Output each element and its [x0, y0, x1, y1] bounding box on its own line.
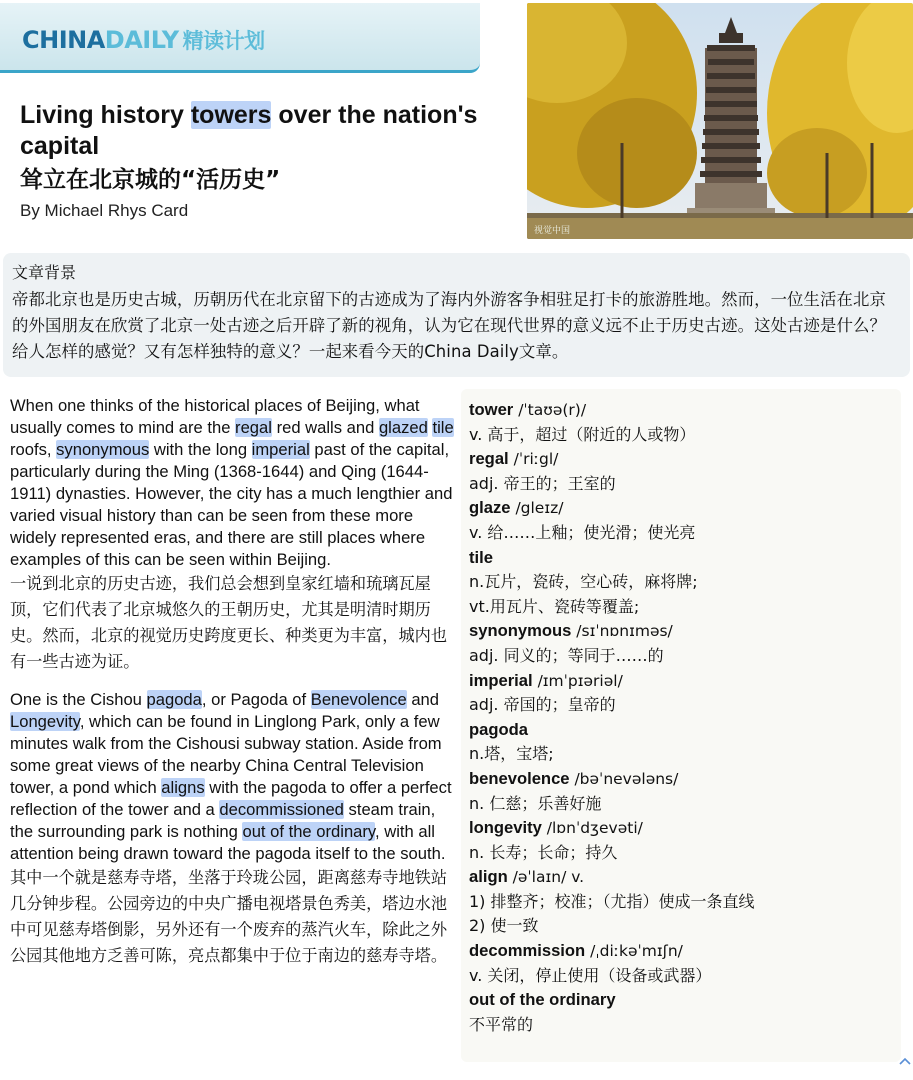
vocabulary-panel [461, 389, 901, 1062]
vocab-phonetic: /ˈriːgl/ [508, 450, 559, 469]
vocab-word [469, 767, 901, 792]
paragraph-spacer [10, 675, 462, 689]
vocab-phonetic: /ˌdiːkəˈmɪʃn/ [585, 942, 683, 961]
vocab-phonetic: /ˈtaʊə(r)/ [513, 401, 587, 419]
highlighted-word[interactable]: aligns [161, 778, 205, 797]
hero-image [527, 3, 913, 239]
vocab-headword: regal [469, 449, 509, 469]
vocab-definition: adj. 同义的；等同于……的 [469, 645, 664, 665]
vocab-definition: 不平常的 [469, 1014, 534, 1034]
highlighted-word[interactable]: Benevolence [310, 690, 407, 709]
vocab-phonetic: /ɪmˈpɪəriəl/ [532, 671, 623, 690]
vocab-headword: longevity [469, 818, 542, 838]
pagoda-photo [527, 3, 913, 239]
highlighted-word[interactable]: imperial [251, 440, 310, 459]
vocab-definition: adj. 帝王的；王室的 [469, 473, 616, 493]
text-run: with the pagoda to offer a perfect reflection of the tower and a [10, 778, 452, 819]
text-run: , with all attention being drawn toward the pagoda itself to the south. [10, 822, 446, 863]
paragraph-2-english [10, 689, 462, 865]
text-run: One is the Cishou [10, 690, 147, 709]
vocab-word [469, 398, 901, 423]
highlighted-word[interactable]: towers [190, 101, 272, 129]
brand-banner [0, 3, 480, 73]
highlighted-word[interactable]: Longevity [10, 712, 80, 731]
title-chinese: 耸立在北京城的“活历史” [20, 167, 281, 193]
photo-credit: 视觉中国 [534, 226, 571, 236]
vocab-definition: n.瓦片，瓷砖，空心砖，麻将牌; [469, 572, 698, 592]
paragraph-1-english [10, 395, 462, 571]
text-run: , which can be found in Linglong Park, only a few minutes walk from the Cishousi subway station. Aside from some great views of the nearby China Central Television tower, a pond which [10, 712, 442, 797]
vocab-headword: pagoda [469, 719, 529, 739]
vocab-phonetic: /bəˈnevələns/ [569, 769, 679, 788]
vocab-definition: n.塔，宝塔; [469, 744, 554, 764]
background-text: 帝都北京也是历史古城，历朝历代在北京留下的古迹成为了海内外游客争相驻足打卡的旅游胜地。然而，一位生活在北京的外国朋友在欣赏了北京一处古迹之后开辟了新的视角，认为它在现代世界的意义远不止于历史古迹。这处古迹是什么？给人怎样的感觉？又有怎样独特的意义？一起来看今天的China Daily文章。 [12, 290, 886, 361]
vocab-definition: n. 仁慈；乐善好施 [469, 793, 602, 813]
text-run: steam train, the surrounding park is nothing [10, 800, 436, 841]
vocab-word [469, 988, 901, 1013]
vocab-definition: vt.用瓦片、瓷砖等覆盖; [469, 596, 640, 616]
vocab-headword: benevolence [469, 768, 570, 788]
background-box [3, 253, 910, 377]
vocab-definition: adj. 帝国的；皇帝的 [469, 695, 616, 715]
byline: By Michael Rhys Card [20, 201, 189, 220]
vocab-headword: decommission [469, 941, 586, 961]
vocab-phonetic: /gleɪz/ [510, 499, 564, 518]
vocab-phonetic: /lɒnˈdʒevəti/ [541, 819, 643, 838]
vocab-headword: imperial [469, 670, 533, 690]
vocab-headword: glaze [469, 498, 511, 518]
highlighted-word[interactable]: regal [235, 418, 272, 437]
highlighted-word[interactable]: decommissioned [219, 800, 344, 819]
vocab-headword: tower [469, 400, 514, 419]
vocab-phonetic: /sɪˈnɒnɪməs/ [571, 622, 673, 641]
vocab-headword: out of the ordinary [469, 990, 616, 1010]
vocab-definition: v. 关闭，停止使用（设备或武器） [469, 965, 712, 985]
text-run: red walls and [271, 418, 379, 437]
vocab-phonetic: /əˈlaɪn/ v. [507, 868, 585, 887]
vocab-word [469, 619, 901, 644]
vocab-word [469, 865, 901, 890]
vocab-word [469, 718, 901, 743]
article-body [10, 395, 462, 969]
highlighted-word[interactable]: glazed [378, 418, 428, 437]
vocab-word [469, 546, 901, 571]
article-header [20, 100, 520, 221]
paragraph-2-chinese: 其中一个就是慈寿寺塔，坐落于玲珑公园，距离慈寿寺地铁站几分钟步程。公园旁边的中央广播电视塔景色秀美，塔边水池中可见慈寿塔倒影，另外还有一个废弃的蒸汽火车，除此之外公园其他地方乏善可陈，亮点都集中于位于南边的慈寿寺塔。 [10, 868, 448, 965]
vocab-definition: n. 长寿；长命；持久 [469, 842, 618, 862]
text-run: When one thinks of the historical places of Beijing, what usually comes to mind are the [10, 396, 420, 437]
vocab-word [469, 447, 901, 472]
highlighted-word[interactable]: synonymous [56, 440, 150, 459]
text-run: with the long [149, 440, 252, 459]
text-run: past of the capital, particularly during the Ming (1368-1644) and Qing (1644-1911) dynasties. However, the city has a much lengthier and varied visual history than can be seen from these more widely represented eras, and there are still places where examples of this can be seen within Beijing. [10, 440, 453, 569]
vocab-definition: 1) 排整齐；校准；（尤指）使成一条直线 [469, 891, 755, 911]
vocab-definition: v. 给……上釉；使光滑；使光亮 [469, 522, 696, 542]
vocab-word [469, 816, 901, 841]
china-daily-logo: CHINADAILY 精读计划 [22, 26, 265, 54]
text-run: roofs, [10, 440, 57, 459]
vocab-word [469, 939, 901, 964]
highlighted-word[interactable]: pagoda [146, 690, 202, 709]
vocab-headword: tile [469, 547, 493, 567]
highlighted-word[interactable]: tile [432, 418, 454, 437]
vocab-headword: align [469, 867, 508, 887]
paragraph-1-chinese: 一说到北京的历史古迹，我们总会想到皇家红墙和琉璃瓦屋顶，它们代表了北京城悠久的王朝历史，尤其是明清时期历史。然而，北京的视觉历史跨度更长、种类更为丰富，城内也有一些古迹为证。 [10, 574, 448, 671]
vocab-headword: synonymous [469, 621, 572, 641]
background-label: 文章背景 [12, 263, 77, 282]
text-run: , or Pagoda of [201, 690, 311, 709]
highlighted-word[interactable]: out of the ordinary [242, 822, 375, 841]
chevron-up-icon[interactable] [899, 1056, 911, 1066]
title-english: Living history towers over the nation's capital [20, 101, 478, 160]
vocab-word [469, 496, 901, 521]
vocab-word [469, 669, 901, 694]
text-run: and [406, 690, 439, 709]
vocab-definition: v. 高于，超过（附近的人或物） [469, 424, 696, 444]
vocab-definition: 2) 使一致 [469, 916, 539, 936]
